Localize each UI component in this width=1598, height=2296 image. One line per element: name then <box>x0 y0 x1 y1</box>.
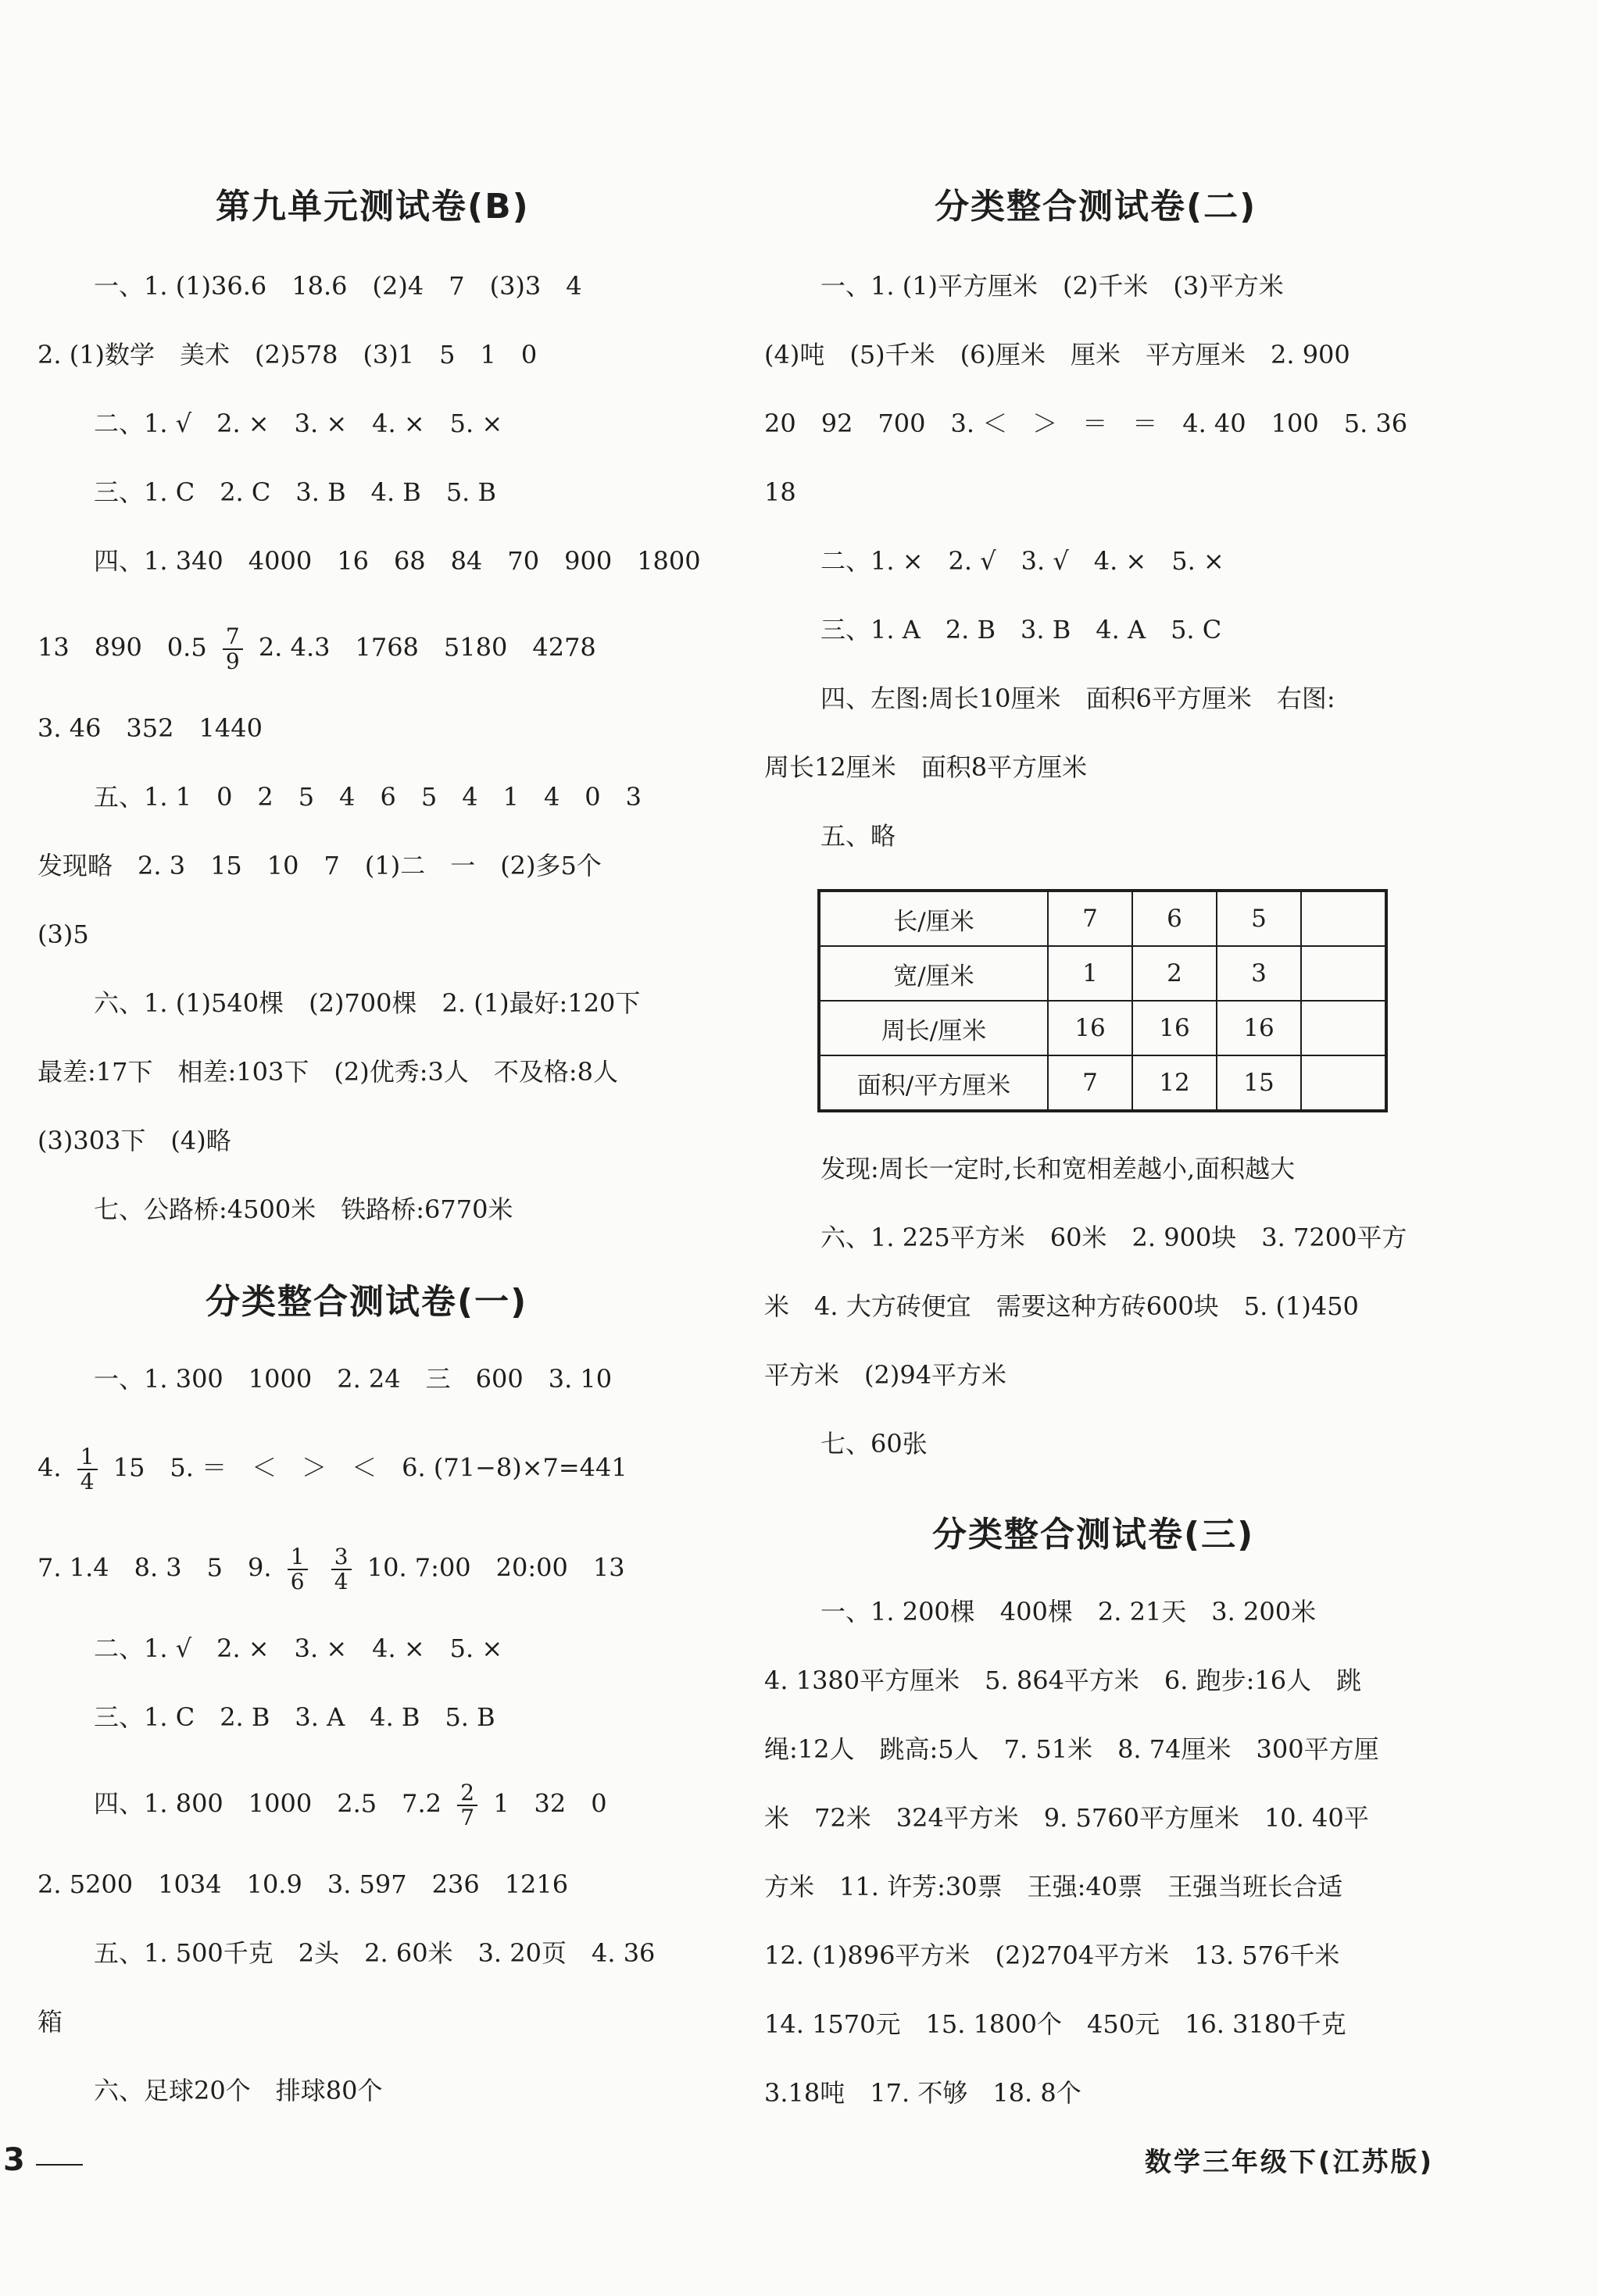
table-cell: 3 <box>1217 946 1301 1001</box>
fraction-7-9: $\frac{7}{9}$ <box>223 625 243 673</box>
table-cell <box>1301 891 1386 946</box>
answer-text: 7. 1.4 8. 3 5 9. <box>38 1552 272 1583</box>
answer-text: 4. <box>38 1452 62 1483</box>
table-row <box>819 1001 1386 1055</box>
answer-line: 12. (1)896平方米 (2)2704平方米 13. 576千米 <box>764 1941 1340 1970</box>
table-cell: 12 <box>1132 1055 1217 1111</box>
table-row <box>819 1055 1386 1111</box>
answer-line: 米 4. 大方砖便宜 需要这种方砖600块 5. (1)450 <box>764 1291 1359 1321</box>
fraction-1-6: $\frac{1}{6}$ <box>288 1545 308 1594</box>
answer-line: 四、1. 340 4000 16 68 84 70 900 1800 <box>94 546 701 576</box>
answer-line: 箱 <box>38 2007 63 2037</box>
answer-line: 三、1. C 2. C 3. B 4. B 5. B <box>94 477 497 507</box>
footer-divider <box>36 2164 83 2166</box>
table-header-cell: 长/厘米 <box>819 891 1048 946</box>
answer-line: 二、1. × 2. √ 3. √ 4. × 5. × <box>820 546 1224 576</box>
answer-line: 2. (1)数学 美术 (2)578 (3)1 5 1 0 <box>38 340 538 370</box>
answer-text: 2. 4.3 1768 5180 4278 <box>258 632 596 662</box>
answer-text: 1 32 0 <box>493 1788 607 1819</box>
answer-line: 米 72米 324平方米 9. 5760平方厘米 10. 40平 <box>764 1803 1369 1833</box>
answer-line: 五、略 <box>820 821 896 851</box>
table-cell: 16 <box>1048 1001 1132 1055</box>
answer-line: 18 <box>764 477 796 507</box>
table-cell: 1 <box>1048 946 1132 1001</box>
answer-line-with-fraction <box>38 625 596 673</box>
table-header-cell: 宽/厘米 <box>819 946 1048 1001</box>
table-cell <box>1301 1055 1386 1111</box>
section-title-integration-2: 分类整合测试卷(二) <box>935 187 1257 227</box>
rectangle-table <box>817 889 1388 1112</box>
answer-line: 一、1. (1)36.6 18.6 (2)4 7 (3)3 4 <box>94 271 582 301</box>
answer-line: 发现:周长一定时,长和宽相差越小,面积越大 <box>820 1154 1296 1184</box>
section-title-integration-3: 分类整合测试卷(三) <box>932 1515 1255 1555</box>
answer-line: 3.18吨 17. 不够 18. 8个 <box>764 2078 1081 2108</box>
table-header-cell: 周长/厘米 <box>819 1001 1048 1055</box>
answer-line: 方米 11. 许芳:30票 王强:40票 王强当班长合适 <box>764 1872 1343 1901</box>
answer-text: 13 890 0.5 <box>38 632 207 662</box>
answer-line: 最差:17下 相差:103下 (2)优秀:3人 不及格:8人 <box>38 1057 618 1087</box>
answer-line: 六、足球20个 排球80个 <box>94 2076 383 2105</box>
table-header-cell: 面积/平方厘米 <box>819 1055 1048 1111</box>
answer-line: 绳:12人 跳高:5人 7. 51米 8. 74厘米 300平方厘 <box>764 1734 1379 1764</box>
table-cell: 5 <box>1217 891 1301 946</box>
answer-line: 三、1. C 2. B 3. A 4. B 5. B <box>94 1702 495 1732</box>
table-row <box>819 891 1386 946</box>
answer-line-with-fraction <box>38 1545 625 1594</box>
answer-line: 2. 5200 1034 10.9 3. 597 236 1216 <box>38 1869 569 1899</box>
answer-line-with-fraction <box>38 1445 627 1494</box>
table-cell: 7 <box>1048 1055 1132 1111</box>
answer-line: 四、左图:周长10厘米 面积6平方厘米 右图: <box>820 684 1335 713</box>
answer-line: 3. 46 352 1440 <box>38 713 263 743</box>
answer-line: 六、1. (1)540棵 (2)700棵 2. (1)最好:120下 <box>94 988 641 1018</box>
answer-line: 五、1. 500千克 2头 2. 60米 3. 20页 4. 36 <box>94 1938 656 1968</box>
answer-line: 六、1. 225平方米 60米 2. 900块 3. 7200平方 <box>820 1223 1407 1252</box>
table-cell: 7 <box>1048 891 1132 946</box>
fraction-3-4: $\frac{3}{4}$ <box>331 1545 352 1594</box>
table-cell: 16 <box>1217 1001 1301 1055</box>
table-cell: 15 <box>1217 1055 1301 1111</box>
answer-line: 发现略 2. 3 15 10 7 (1)二 一 (2)多5个 <box>38 851 602 880</box>
answer-line: 二、1. √ 2. × 3. × 4. × 5. × <box>94 1634 503 1663</box>
answer-line: 一、1. 200棵 400棵 2. 21天 3. 200米 <box>820 1597 1317 1626</box>
answer-line: (4)吨 (5)千米 (6)厘米 厘米 平方厘米 2. 900 <box>764 340 1350 370</box>
table-cell: 2 <box>1132 946 1217 1001</box>
table-cell <box>1301 1001 1386 1055</box>
table-row <box>819 946 1386 1001</box>
answer-text: 15 5. ＝ ＜ ＞ ＜ 6. (71−8)×7=441 <box>113 1452 627 1483</box>
answer-line: 五、1. 1 0 2 5 4 6 5 4 1 4 0 3 <box>94 782 642 812</box>
table-cell: 6 <box>1132 891 1217 946</box>
answer-line: 一、1. (1)平方厘米 (2)千米 (3)平方米 <box>820 271 1284 301</box>
answer-line: 20 92 700 3. ＜ ＞ ＝ ＝ 4. 40 100 5. 36 <box>764 409 1408 438</box>
answer-line: 4. 1380平方厘米 5. 864平方米 6. 跑步:16人 跳 <box>764 1666 1362 1695</box>
table-cell <box>1301 946 1386 1001</box>
answer-line: 七、公路桥:4500米 铁路桥:6770米 <box>94 1194 513 1224</box>
book-label: 数学三年级下(江苏版) <box>1144 2147 1434 2178</box>
answer-line: 二、1. √ 2. × 3. × 4. × 5. × <box>94 409 503 438</box>
section-title-integration-1: 分类整合测试卷(一) <box>206 1282 528 1322</box>
answer-line: 平方米 (2)94平方米 <box>764 1360 1007 1390</box>
answer-line: (3)5 <box>38 919 89 949</box>
answer-line: (3)303下 (4)略 <box>38 1126 231 1155</box>
answer-line: 一、1. 300 1000 2. 24 三 600 3. 10 <box>94 1364 613 1394</box>
page-number: 3 <box>3 2142 25 2178</box>
fraction-1-4: $\frac{1}{4}$ <box>77 1445 98 1494</box>
answer-line-with-fraction <box>94 1781 607 1830</box>
answer-text: 10. 7:00 20:00 13 <box>366 1552 625 1583</box>
answer-line: 14. 1570元 15. 1800个 450元 16. 3180千克 <box>764 2009 1346 2039</box>
answer-line: 七、60张 <box>820 1429 928 1459</box>
section-title-unit9-b: 第九单元测试卷(B) <box>216 187 530 227</box>
answer-text: 四、1. 800 1000 2.5 7.2 <box>94 1788 442 1819</box>
answer-line: 周长12厘米 面积8平方厘米 <box>764 752 1088 782</box>
fraction-2-7: $\frac{2}{7}$ <box>457 1781 477 1830</box>
answer-line: 三、1. A 2. B 3. B 4. A 5. C <box>820 615 1222 645</box>
table-cell: 16 <box>1132 1001 1217 1055</box>
